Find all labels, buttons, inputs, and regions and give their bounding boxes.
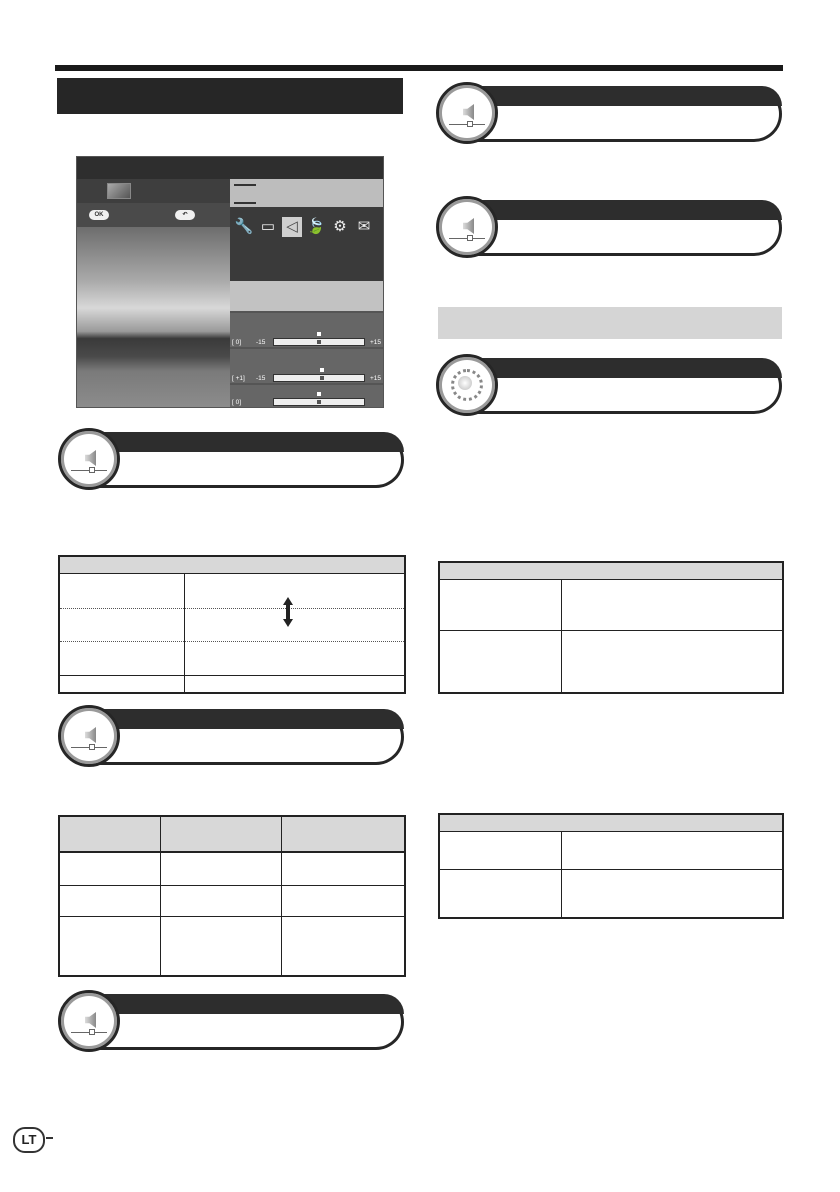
table-2 — [58, 815, 406, 977]
audio-item-header-2 — [58, 705, 404, 765]
audio-item-header-1 — [58, 428, 404, 488]
row-1-slider[interactable] — [273, 338, 365, 346]
speaker-icon — [58, 990, 120, 1052]
tv-menu-icon-panel — [230, 207, 383, 281]
audio-icon[interactable]: ◁ — [282, 217, 302, 237]
tv-menu-button-row — [77, 203, 230, 227]
speaker-icon — [436, 196, 498, 258]
row-2-slider[interactable] — [273, 374, 365, 382]
row-2-max: +15 — [369, 375, 381, 382]
table-1 — [58, 555, 406, 694]
audio-setting-row-1[interactable] — [230, 311, 383, 349]
tv-menu-selected-item — [230, 281, 383, 311]
top-rule — [55, 65, 783, 71]
table-3-header — [440, 563, 782, 580]
table-4-header — [440, 815, 782, 832]
speaker-icon — [58, 705, 120, 767]
audio-setting-row-3[interactable] — [230, 383, 383, 408]
row-3-slider[interactable] — [273, 398, 365, 406]
eco-leaf-icon[interactable]: 🍃 — [306, 218, 326, 235]
section-title-bar — [57, 78, 403, 114]
row-1-min: -15 — [256, 339, 266, 346]
speaker-icon — [436, 82, 498, 144]
table-2-header — [60, 817, 404, 853]
audio-item-header-4 — [436, 82, 782, 142]
table-3 — [438, 561, 784, 694]
row-3-value: [ 0] — [232, 399, 242, 406]
up-down-arrow-icon — [283, 597, 293, 627]
tv-menu-title-bar — [77, 157, 383, 179]
ok-button[interactable]: OK — [89, 210, 109, 220]
input-source-icon — [107, 183, 131, 199]
audio-item-header-3 — [58, 990, 404, 1050]
row-1-max: +15 — [369, 339, 381, 346]
table-4 — [438, 813, 784, 919]
tv-menu-right-header — [230, 179, 383, 207]
setup-item-header — [436, 354, 782, 414]
landscape-photo — [77, 227, 230, 407]
page-language-badge: LT — [13, 1127, 45, 1153]
page-number-dash — [46, 1137, 53, 1139]
row-2-min: -15 — [256, 375, 266, 382]
row-1-value: [ 0] — [232, 339, 242, 346]
settings-sliders-icon — [234, 184, 256, 204]
picture-icon[interactable]: ▭ — [260, 218, 276, 235]
speaker-icon — [58, 428, 120, 490]
back-button[interactable]: ↶ — [175, 210, 195, 220]
row-2-value: [ +1] — [232, 375, 245, 382]
setup-gear-icon[interactable]: ⚙ — [333, 218, 347, 235]
table-1-header — [60, 557, 404, 574]
audio-setting-row-2[interactable] — [230, 347, 383, 385]
wrench-icon[interactable]: 🔧 — [234, 218, 254, 235]
audio-item-header-5 — [436, 196, 782, 256]
mail-icon[interactable]: ✉ — [357, 218, 371, 235]
sun-gear-icon — [436, 354, 498, 416]
setup-section-bar — [438, 307, 782, 339]
tv-menu-screenshot — [76, 156, 384, 408]
tv-menu-left-header — [77, 179, 230, 203]
